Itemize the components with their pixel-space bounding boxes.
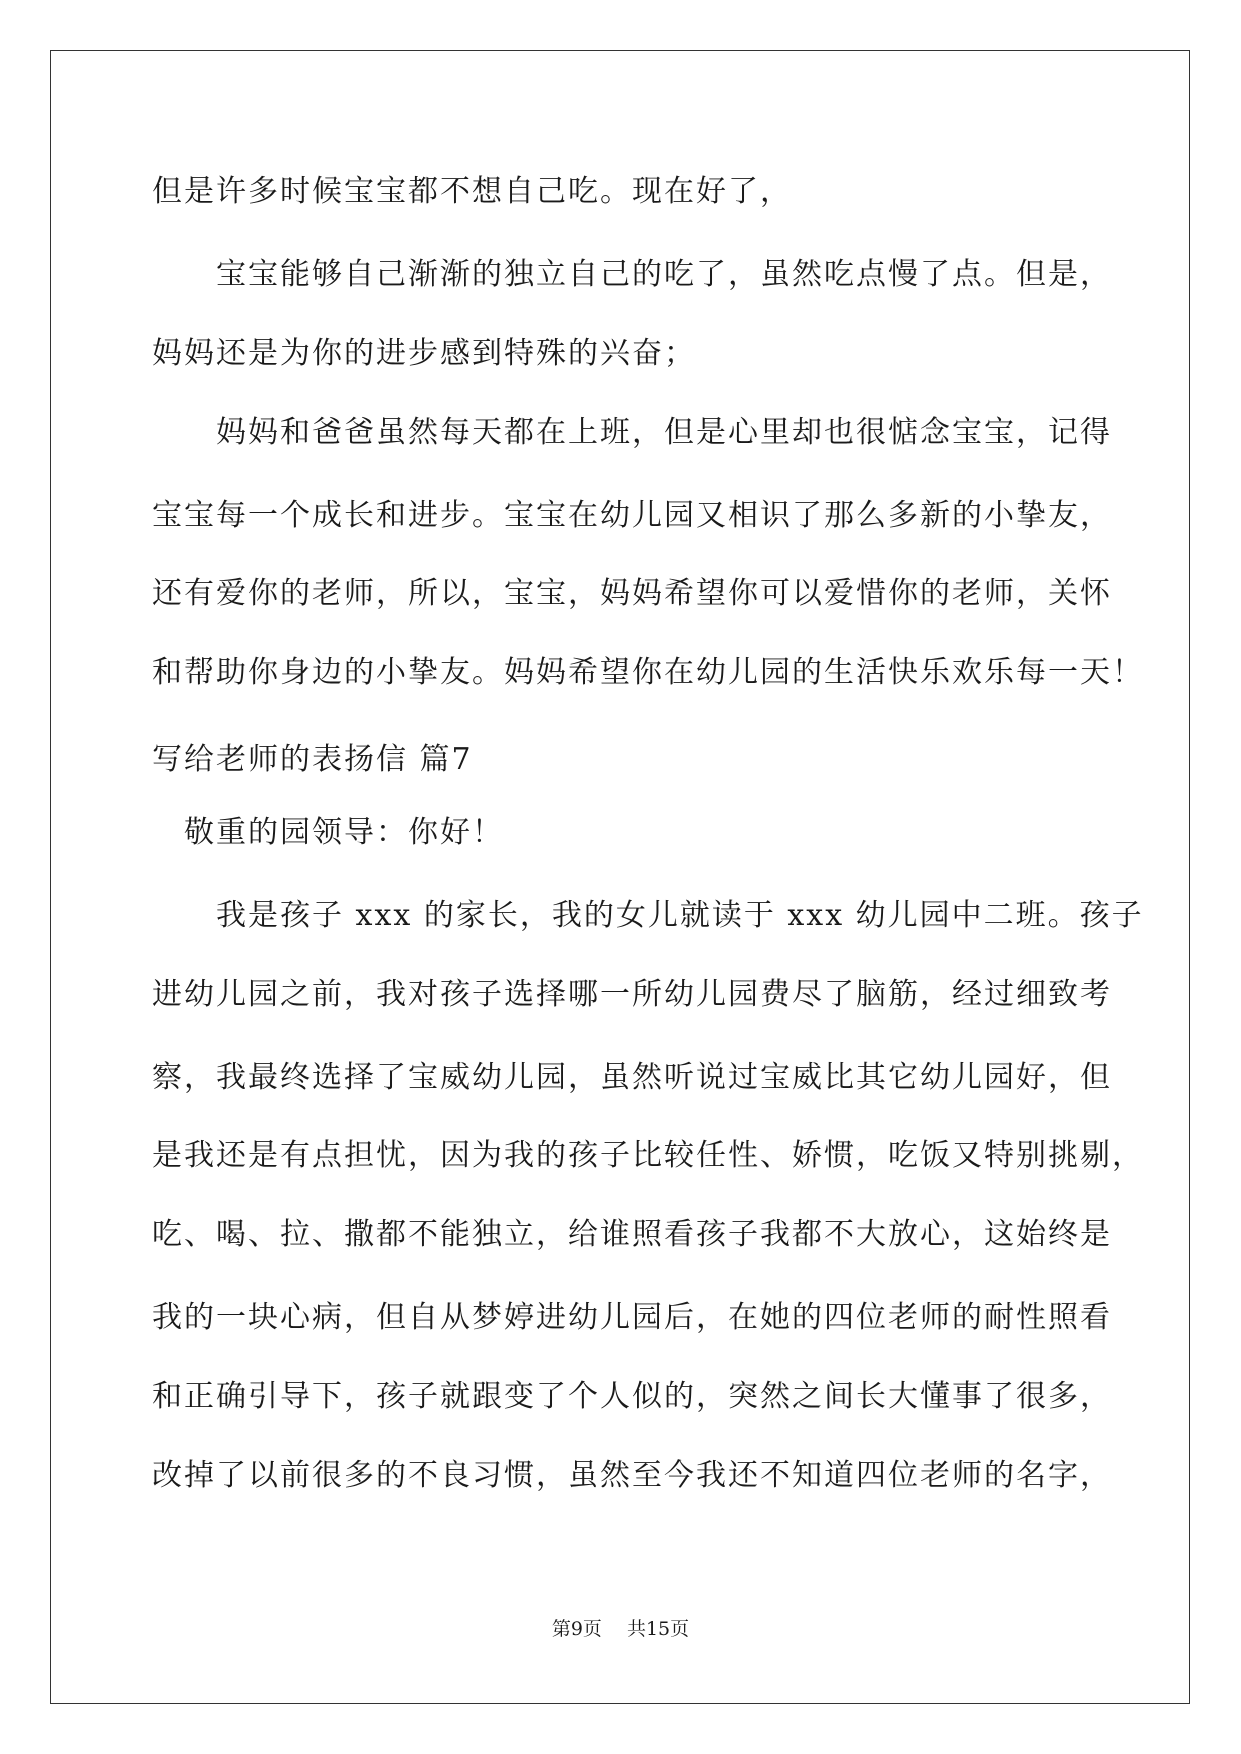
text-line: 但是许多时候宝宝都不想自己吃。现在好了， bbox=[152, 174, 792, 209]
text-line: 宝宝每一个成长和进步。宝宝在幼儿园又相识了那么多新的小挚友， bbox=[152, 498, 1112, 533]
text-line: 宝宝能够自己渐渐的独立自己的吃了，虽然吃点慢了点。但是， bbox=[152, 257, 1112, 292]
text-line: 吃、喝、拉、撒都不能独立，给谁照看孩子我都不大放心，这始终是 bbox=[152, 1217, 1112, 1252]
salutation: 敬重的园领导：你好！ bbox=[152, 815, 504, 850]
section-heading: 写给老师的表扬信 篇7 bbox=[152, 742, 473, 777]
text-line: 和帮助你身边的小挚友。妈妈希望你在幼儿园的生活快乐欢乐每一天！ bbox=[152, 655, 1144, 690]
text-line: 我是孩子 xxx 的家长，我的女儿就读于 xxx 幼儿园中二班。孩子 bbox=[152, 898, 1144, 933]
page-number-footer: 第9页 共15页 bbox=[551, 1618, 690, 1640]
text-line: 察，我最终选择了宝威幼儿园，虽然听说过宝威比其它幼儿园好，但 bbox=[152, 1060, 1112, 1095]
text-line: 是我还是有点担忧，因为我的孩子比较任性、娇惯，吃饭又特别挑剔， bbox=[152, 1138, 1144, 1173]
text-line: 我的一块心病，但自从梦婷进幼儿园后，在她的四位老师的耐性照看 bbox=[152, 1300, 1112, 1335]
text-line: 改掉了以前很多的不良习惯，虽然至今我还不知道四位老师的名字， bbox=[152, 1458, 1112, 1493]
text-line: 和正确引导下，孩子就跟变了个人似的，突然之间长大懂事了很多， bbox=[152, 1379, 1112, 1414]
text-line: 妈妈还是为你的进步感到特殊的兴奋； bbox=[152, 336, 696, 371]
text-line: 进幼儿园之前，我对孩子选择哪一所幼儿园费尽了脑筋，经过细致考 bbox=[152, 977, 1112, 1012]
text-line: 妈妈和爸爸虽然每天都在上班，但是心里却也很惦念宝宝，记得 bbox=[152, 415, 1112, 450]
text-line: 还有爱你的老师，所以，宝宝，妈妈希望你可以爱惜你的老师，关怀 bbox=[152, 576, 1112, 611]
